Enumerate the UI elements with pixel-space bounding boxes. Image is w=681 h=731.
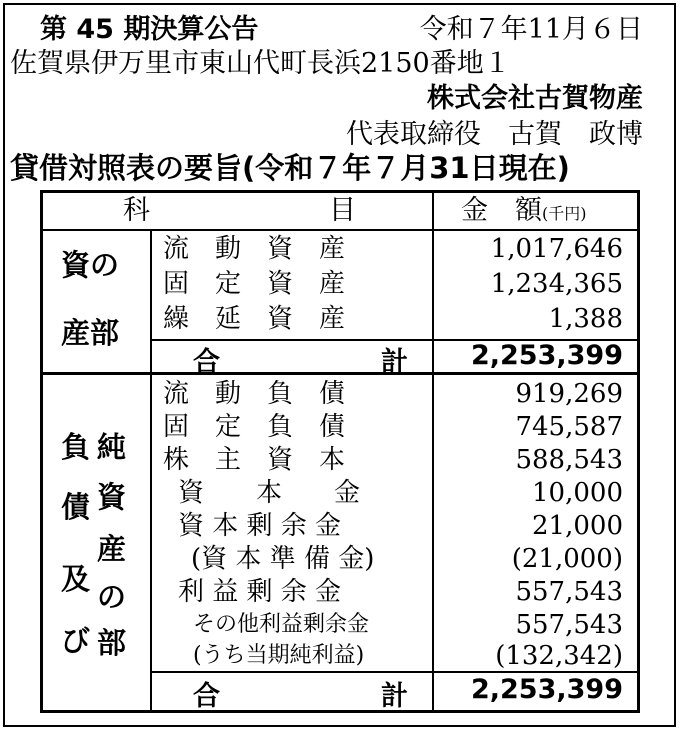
row-label: (うち当期純利益) bbox=[193, 643, 365, 668]
row-label: (資 本 準 備 金) bbox=[191, 544, 375, 574]
row-value: 557,543 bbox=[515, 610, 623, 640]
row-label: 固 定 負 債 bbox=[163, 412, 346, 442]
header-amount-label: 金 額 bbox=[461, 195, 542, 226]
section-divider bbox=[43, 372, 637, 375]
row-value: 10,000 bbox=[532, 478, 623, 508]
assets-total-value: 2,253,399 bbox=[470, 340, 623, 371]
liab-group-char: 負 bbox=[61, 430, 91, 464]
row-value: 1,234,365 bbox=[490, 269, 623, 299]
liab-group-char: 債 bbox=[61, 490, 91, 524]
liab-group-char: 及 bbox=[61, 562, 91, 596]
row-value: 745,587 bbox=[515, 412, 623, 442]
liab-group-char: び bbox=[61, 624, 91, 658]
row-value: 919,269 bbox=[515, 379, 623, 409]
row-label: 流 動 資 産 bbox=[163, 234, 346, 264]
header-subject-a: 科 bbox=[123, 195, 150, 226]
liab-group-char: 純 bbox=[97, 430, 127, 464]
representative: 代表取締役 古賀 政博 bbox=[346, 119, 643, 150]
header-amount bbox=[461, 195, 587, 230]
row-value: (21,000) bbox=[511, 544, 623, 574]
row-label: 利 益 剰 余 金 bbox=[178, 577, 342, 607]
amount-divider bbox=[432, 193, 434, 710]
liab-total-value: 2,253,399 bbox=[470, 674, 623, 705]
row-value: 21,000 bbox=[532, 511, 623, 541]
row-value: 557,543 bbox=[515, 577, 623, 607]
row-value: (132,342) bbox=[495, 641, 623, 671]
row-label: 固 定 資 産 bbox=[163, 269, 346, 299]
row-label: 資 本 金 bbox=[178, 478, 361, 508]
liab-group-char: 資 bbox=[97, 480, 127, 514]
liab-group-char: 産 bbox=[97, 532, 127, 566]
row-label: 資 本 剰 余 金 bbox=[178, 511, 342, 541]
header-unit: (千円) bbox=[542, 204, 587, 223]
row-value: 1,388 bbox=[548, 304, 623, 334]
assets-total-label-a: 合 bbox=[193, 347, 220, 378]
liab-total-label-a: 合 bbox=[193, 681, 220, 712]
row-label: 繰 延 資 産 bbox=[163, 304, 346, 334]
row-label: 流 動 負 債 bbox=[163, 379, 346, 409]
row-label: 株 主 資 本 bbox=[163, 445, 346, 475]
header-subject-b: 目 bbox=[329, 195, 356, 226]
assets-total-label-b: 計 bbox=[381, 347, 408, 378]
row-value: 1,017,646 bbox=[490, 234, 623, 264]
balance-sheet-title: 貸借対照表の要旨(令和７年７月31日現在) bbox=[10, 151, 570, 185]
liab-group-char: 部 bbox=[97, 626, 127, 660]
notice-date: 令和７年11月６日 bbox=[419, 14, 643, 45]
liab-total-label-b: 計 bbox=[381, 681, 408, 712]
liab-group-char: の bbox=[97, 580, 127, 614]
row-label: その他利益剰余金 bbox=[193, 612, 370, 637]
group-divider bbox=[150, 231, 152, 710]
company-address: 佐賀県伊万里市東山代町長浜2150番地１ bbox=[10, 48, 511, 79]
assets-group-line1: 資の bbox=[61, 248, 120, 282]
company-name: 株式会社古賀物産 bbox=[427, 83, 643, 114]
balance-sheet-table bbox=[40, 190, 640, 713]
notice-title: 第 45 期決算公告 bbox=[40, 14, 259, 45]
assets-group-line2: 産部 bbox=[61, 316, 120, 350]
row-value: 588,543 bbox=[515, 445, 623, 475]
